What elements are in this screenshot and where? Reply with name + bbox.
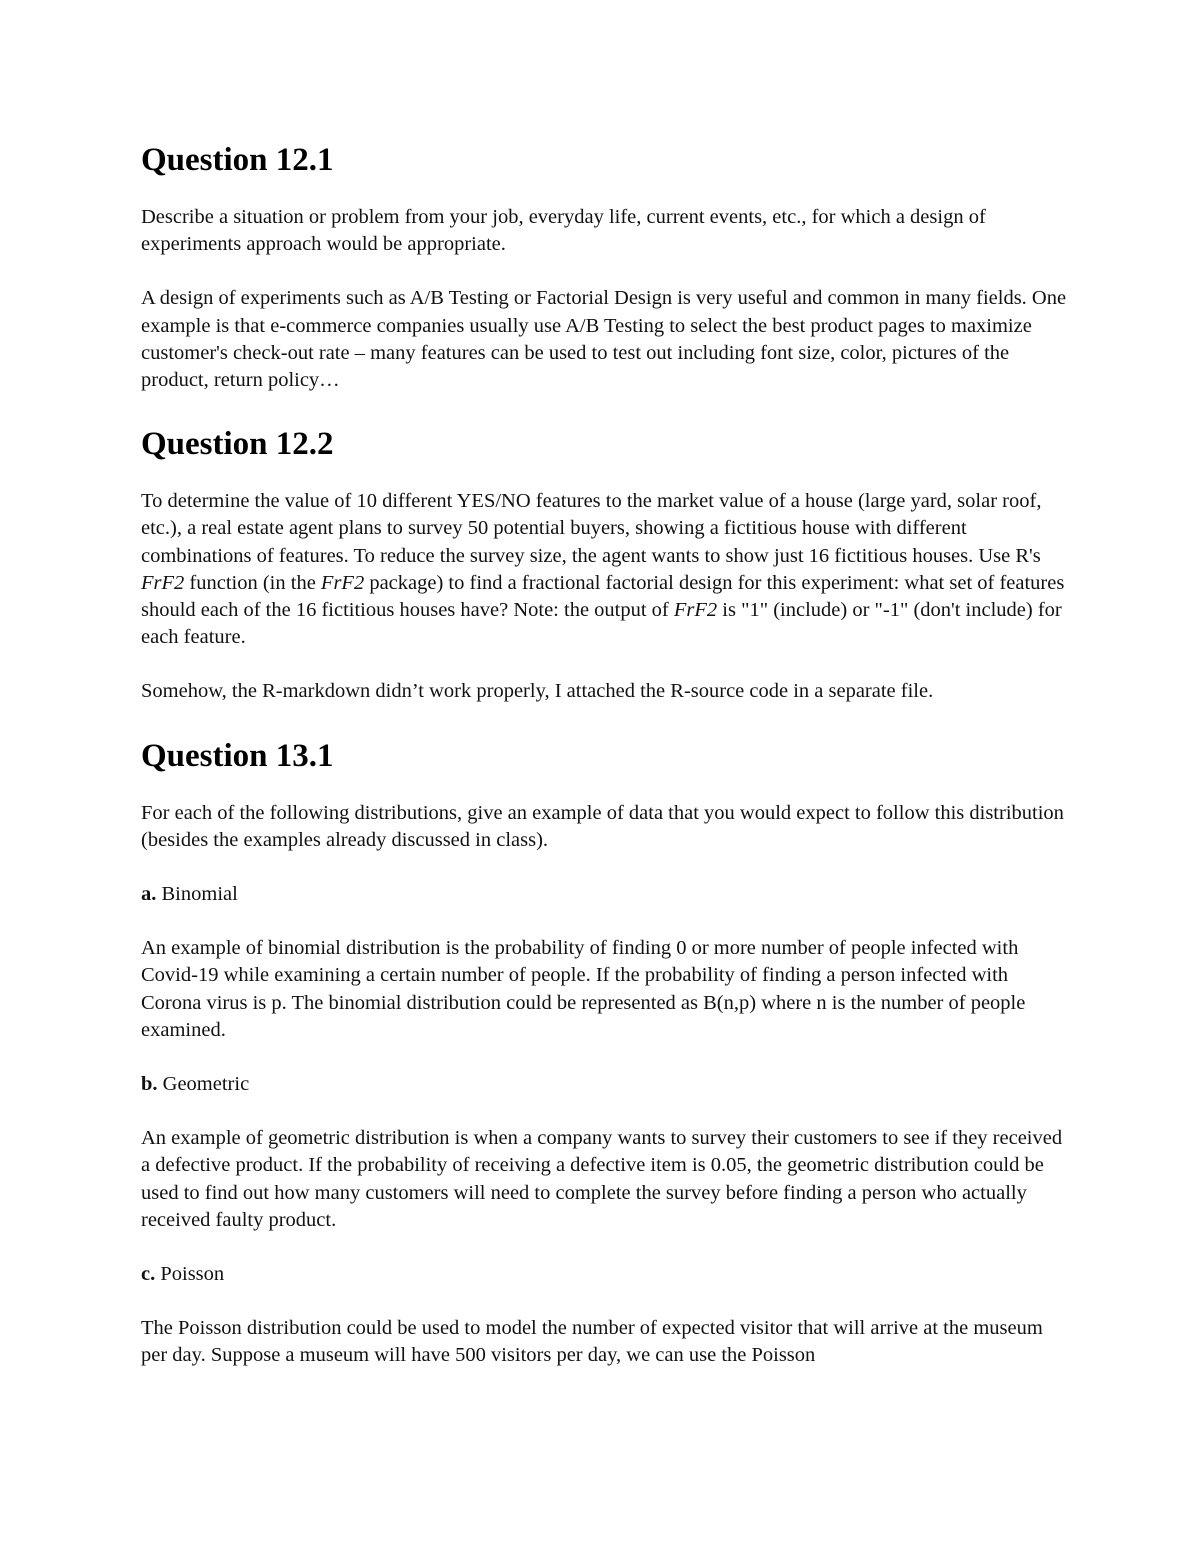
item-letter: a. xyxy=(141,883,157,906)
answer-binomial: An example of binomial distribution is the probability of finding 0 or more number of people infected with Covid-19 while examining a certain number of people. If the probability of finding a person infected with Corona virus is p. The binomial distribution could be represented as B(n,p) where n is the number of people examined. xyxy=(141,937,1026,1041)
prompt-question-13-1: For each of the following distributions, give an example of data that you would expect to follow this distribution (besides the examples already discussed in class). xyxy=(141,801,1064,851)
item-name: Binomial xyxy=(156,883,238,906)
heading-question-13-1: Question 13.1 xyxy=(141,737,334,774)
function-name: FrF2 xyxy=(141,571,185,594)
prompt-text: is "1" (include) or "-1" (don't include) for each feature. xyxy=(141,599,1062,649)
answer-geometric: An example of geometric distribution is when a company wants to survey their customers to see if they received a defective product. If the probability of receiving a defective item is 0.05, the geometric distribution could be used to find out how many customers will need to complete the survey before finding a person who actually received faulty product. xyxy=(141,1127,1063,1231)
prompt-question-12-1: Describe a situation or problem from your job, everyday life, current events, etc., for which a design of experiments approach would be appropriate. xyxy=(141,206,986,256)
item-letter: b. xyxy=(141,1073,158,1096)
prompt-text: package) to find a fractional factorial design for this experiment: what set of features should each of the 16 fictitious houses have? Note: the output of xyxy=(141,571,1065,622)
subheading-poisson xyxy=(141,1261,1071,1288)
item-name: Geometric xyxy=(157,1073,250,1096)
prompt-question-12-2 xyxy=(141,488,1071,651)
heading-question-12-1: Question 12.1 xyxy=(141,142,334,178)
prompt-text: function (in the xyxy=(184,571,321,594)
answer-question-12-1: A design of experiments such as A/B Testing or Factorial Design is very useful and common in many fields. One example is that e-commerce companies usually use A/B Testing to select the best product pages to maximize customer's check-out rate – many features can be used to test out including font size, color, pictures of the product, return policy… xyxy=(141,287,1067,392)
subheading-binomial xyxy=(141,881,1071,908)
heading-question-12-2: Question 12.2 xyxy=(141,426,334,463)
function-name: FrF2 xyxy=(673,599,718,622)
answer-poisson: The Poisson distribution could be used to model the number of expected visitor that will arrive at the museum per day. Suppose a museum will have 500 visitors per day, we can use the Poisson xyxy=(141,1317,1043,1367)
item-letter: c. xyxy=(141,1263,156,1286)
package-name: FrF2 xyxy=(320,571,365,594)
subheading-geometric xyxy=(141,1071,1071,1098)
answer-question-12-2: Somehow, the R-markdown didn’t work properly, I attached the R-source code in a separate file. xyxy=(141,680,934,703)
item-name: Poisson xyxy=(155,1263,225,1286)
prompt-text: To determine the value of 10 different YES/NO features to the market value of a house (large yard, solar roof, etc.), a real estate agent plans to survey 50 potential buyers, showing a fictitious house with different combinations of features. To reduce the survey size, the agent wants to show just 16 fictitious houses. Use R's xyxy=(141,490,1042,567)
document-page xyxy=(141,140,1071,1397)
